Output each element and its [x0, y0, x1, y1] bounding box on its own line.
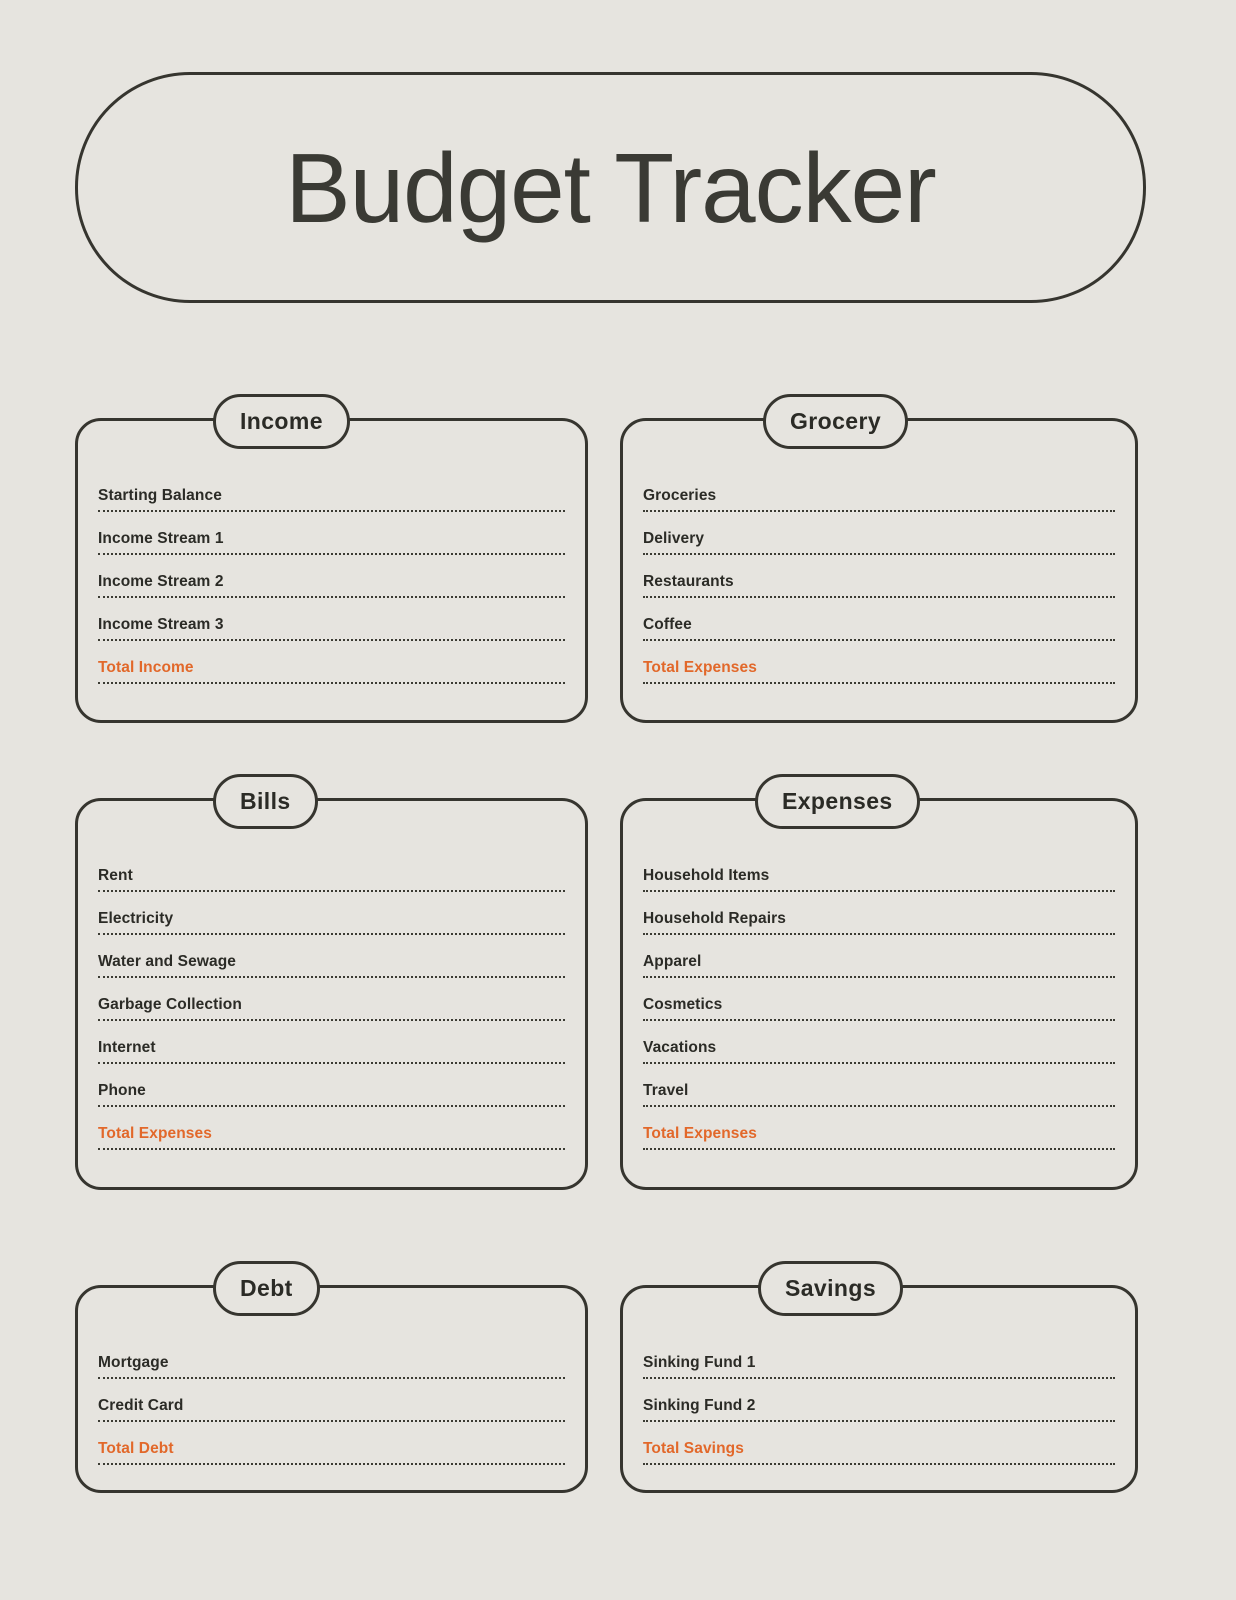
row-label: Garbage Collection: [98, 996, 242, 1013]
section-header-income: [213, 394, 350, 449]
list-item[interactable]: [98, 1336, 565, 1379]
list-item[interactable]: [643, 1021, 1115, 1064]
section-header-savings: [758, 1261, 903, 1316]
row-label: Groceries: [643, 487, 717, 504]
section-header-expenses: [755, 774, 920, 829]
row-label: Household Repairs: [643, 910, 786, 927]
list-item-total[interactable]: [643, 1107, 1115, 1150]
list-item[interactable]: [643, 978, 1115, 1021]
row-label: Vacations: [643, 1039, 717, 1056]
list-item[interactable]: [98, 978, 565, 1021]
row-label: Phone: [98, 1082, 146, 1099]
row-label: Mortgage: [98, 1354, 169, 1371]
section-bills: [75, 788, 588, 1190]
list-item[interactable]: [98, 892, 565, 935]
section-title-income: Income: [240, 408, 323, 434]
row-label-total: Total Expenses: [643, 659, 757, 676]
row-label: Travel: [643, 1082, 689, 1099]
section-rows-grocery: [643, 469, 1115, 684]
list-item-total[interactable]: [643, 1422, 1115, 1465]
section-header-bills: [213, 774, 318, 829]
page-title-pill: [75, 72, 1146, 303]
list-item[interactable]: [643, 512, 1115, 555]
row-label-total: Total Debt: [98, 1440, 174, 1457]
row-label: Credit Card: [98, 1397, 184, 1414]
row-label-total: Total Expenses: [98, 1125, 212, 1142]
list-item-total[interactable]: [98, 1107, 565, 1150]
list-item[interactable]: [98, 1064, 565, 1107]
section-grocery: [620, 408, 1138, 723]
row-label-total: Total Savings: [643, 1440, 744, 1457]
list-item[interactable]: [98, 1021, 565, 1064]
row-label: Income Stream 1: [98, 530, 224, 547]
section-income: [75, 408, 588, 723]
list-item[interactable]: [98, 1379, 565, 1422]
section-header-grocery: [763, 394, 908, 449]
row-label-total: Total Income: [98, 659, 194, 676]
section-rows-debt: [98, 1336, 565, 1465]
section-title-debt: Debt: [240, 1275, 293, 1301]
section-debt: [75, 1275, 588, 1493]
row-label: Income Stream 3: [98, 616, 224, 633]
section-title-savings: Savings: [785, 1275, 877, 1301]
list-item-total[interactable]: [98, 1422, 565, 1465]
list-item[interactable]: [643, 555, 1115, 598]
list-item[interactable]: [643, 1336, 1115, 1379]
row-label-total: Total Expenses: [643, 1125, 757, 1142]
section-expenses: [620, 788, 1138, 1190]
row-label: Apparel: [643, 953, 702, 970]
section-title-bills: Bills: [240, 788, 291, 814]
section-header-debt: [213, 1261, 320, 1316]
list-item[interactable]: [98, 469, 565, 512]
row-label: Delivery: [643, 530, 705, 547]
section-title-grocery: Grocery: [790, 408, 882, 434]
list-item[interactable]: [98, 849, 565, 892]
list-item[interactable]: [643, 935, 1115, 978]
list-item[interactable]: [643, 892, 1115, 935]
list-item[interactable]: [98, 512, 565, 555]
row-label: Coffee: [643, 616, 692, 633]
list-item[interactable]: [643, 1379, 1115, 1422]
row-label: Electricity: [98, 910, 174, 927]
list-item[interactable]: [643, 1064, 1115, 1107]
list-item[interactable]: [98, 935, 565, 978]
section-rows-income: [98, 469, 565, 684]
section-rows-bills: [98, 849, 565, 1150]
row-label: Household Items: [643, 867, 770, 884]
list-item[interactable]: [643, 849, 1115, 892]
page-title: Budget Tracker: [285, 132, 936, 243]
row-label: Sinking Fund 1: [643, 1354, 756, 1371]
row-label: Internet: [98, 1039, 156, 1056]
list-item-total[interactable]: [643, 641, 1115, 684]
list-item[interactable]: [98, 598, 565, 641]
section-savings: [620, 1275, 1138, 1493]
row-label: Starting Balance: [98, 487, 222, 504]
row-label: Sinking Fund 2: [643, 1397, 756, 1414]
section-title-expenses: Expenses: [782, 788, 893, 814]
list-item[interactable]: [643, 598, 1115, 641]
list-item[interactable]: [643, 469, 1115, 512]
list-item[interactable]: [98, 555, 565, 598]
list-item-total[interactable]: [98, 641, 565, 684]
row-label: Rent: [98, 867, 133, 884]
row-label: Restaurants: [643, 573, 734, 590]
section-rows-expenses: [643, 849, 1115, 1150]
row-label: Water and Sewage: [98, 953, 236, 970]
row-label: Income Stream 2: [98, 573, 224, 590]
section-rows-savings: [643, 1336, 1115, 1465]
row-label: Cosmetics: [643, 996, 723, 1013]
